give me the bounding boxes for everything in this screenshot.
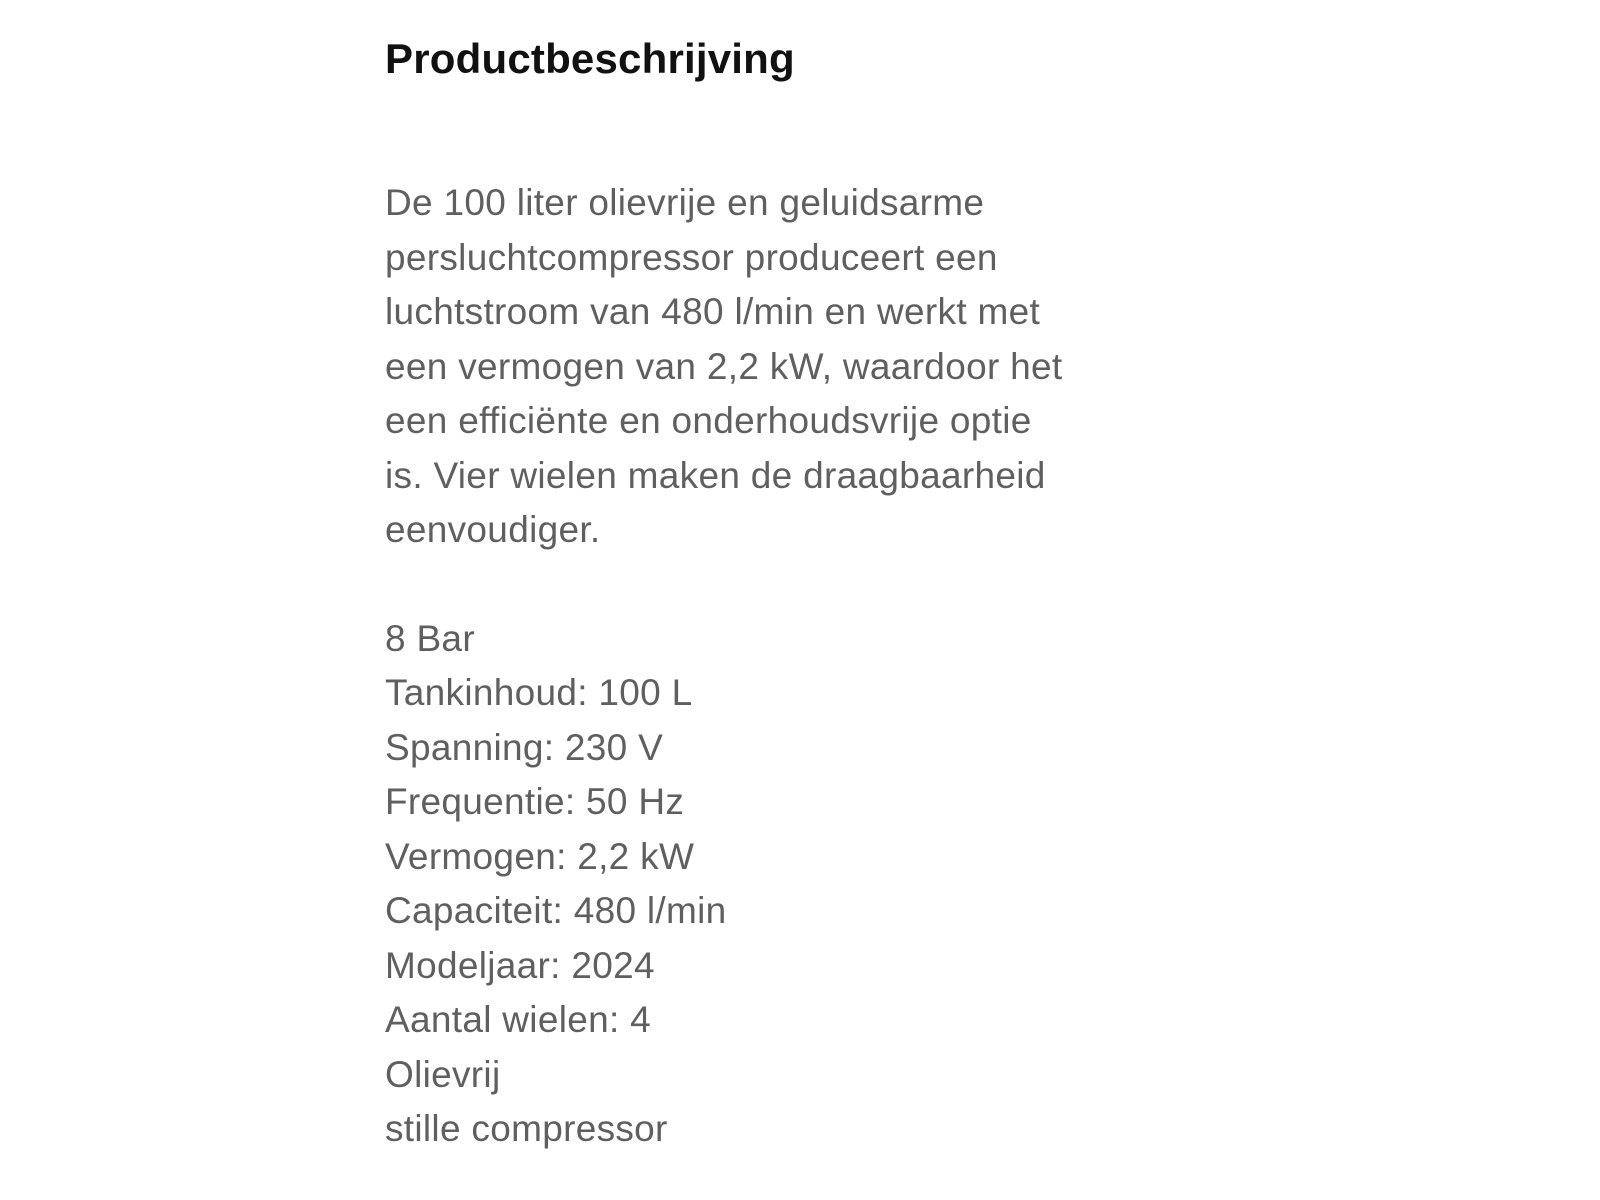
spec-item-oil-free: Olievrij — [385, 1053, 501, 1095]
spec-item-silent: stille compressor — [385, 1108, 668, 1149]
product-description-text: De 100 liter olievrije en geluidsarme persluchtcompressor produceert een luchtstroom van 480 l/min en werkt met een vermogen van 2,2 kW, waardoor het een efficiënte en onderhoudsvrije optie is. Vier wielen maken de draagbaarheid eenvoudiger. — [385, 182, 1063, 550]
spec-item-pressure: 8 Bar — [385, 617, 475, 659]
spec-item-capacity: Capaciteit: 480 l/min — [385, 890, 727, 931]
spec-item-power: Vermogen: 2,2 kW — [385, 835, 695, 877]
section-title: Productbeschrijving — [385, 35, 795, 82]
spec-item-frequency: Frequentie: 50 Hz — [385, 781, 685, 822]
spec-item-voltage: Spanning: 230 V — [385, 726, 664, 768]
spec-list — [385, 612, 1205, 1157]
spec-item-model-year: Modeljaar: 2024 — [385, 944, 655, 986]
product-description-section — [385, 30, 1205, 1157]
spec-item-wheels: Aantal wielen: 4 — [385, 999, 652, 1040]
spec-item-tank-capacity: Tankinhoud: 100 L — [385, 672, 693, 713]
